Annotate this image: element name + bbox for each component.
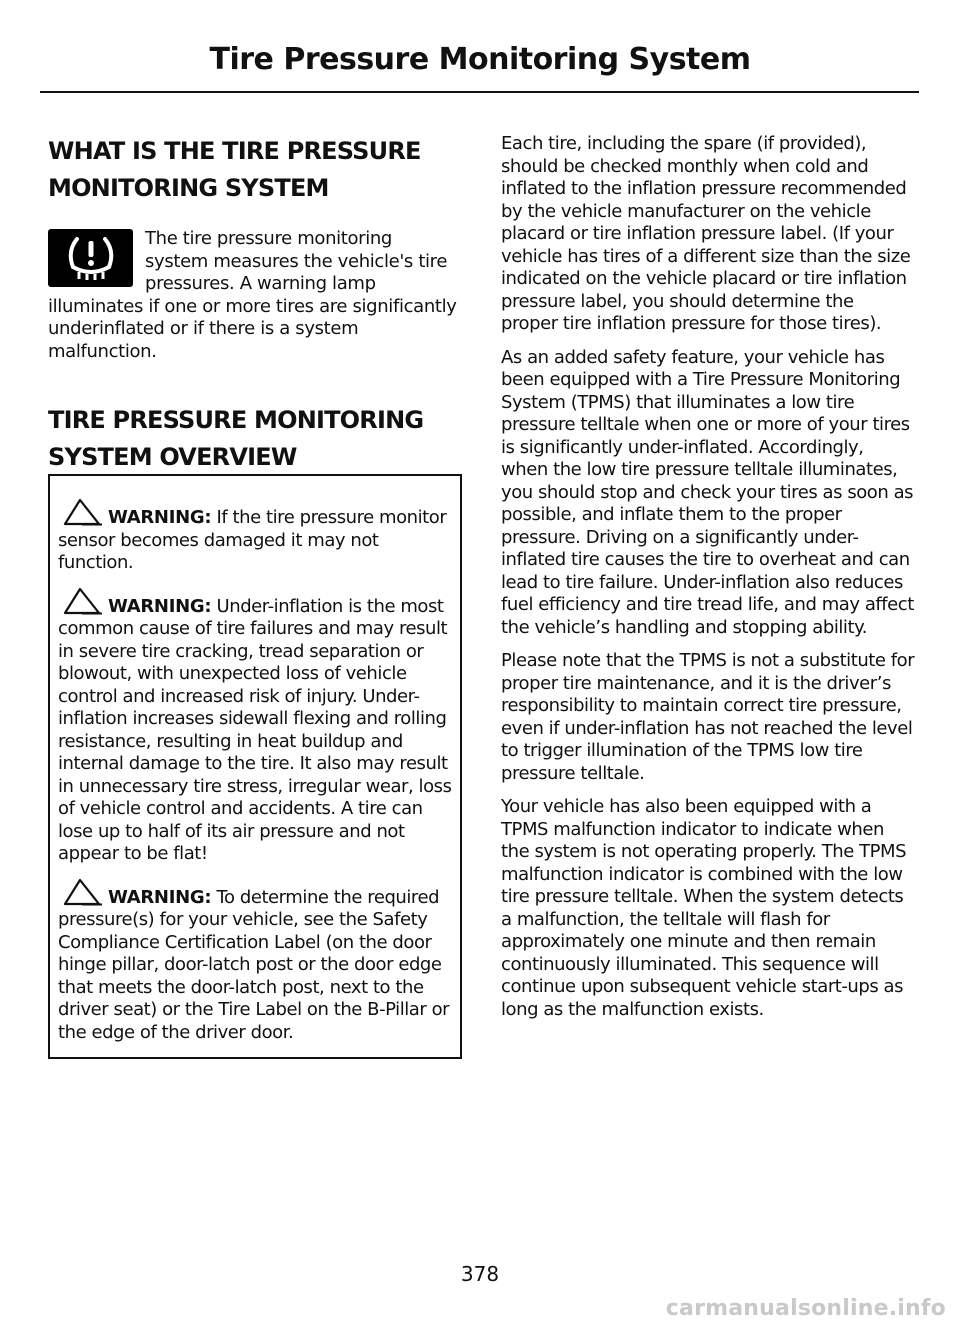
warning-item [58, 587, 452, 866]
body-paragraph: Your vehicle has also been equipped with a TPMS malfunction indicator to indicate when the system is not operating properly. The TPMS malfunction indicator is combined with the low tire pressure telltale. When the system detects a malfunction, the telltale will flash for approximately one minute and then remain continuously illuminated. This sequence will continue upon subsequent vehicle start-ups as long as the malfunction exists. [501, 796, 907, 1020]
warning-triangle-icon [62, 587, 102, 615]
intro-paragraph: The tire pressure monitoring system measures the vehicle's tire pressures. A warning lamp illuminates if one or more tires are significantly underinflated or if there is a system malfunction. [48, 228, 457, 362]
site-watermark: carmanualsonline.info [665, 1296, 946, 1321]
body-paragraph: Please note that the TPMS is not a substitute for proper tire maintenance, and it is the driver’s responsibility to maintain correct tire pressure, even if under-inflation has not reached the level to trigger illumination of the TPMS low tire pressure telltale. [501, 650, 915, 784]
body-paragraph: Each tire, including the spare (if provided), should be checked monthly when cold and inflated to the inflation pressure recommended by the vehicle manufacturer on the vehicle placard or tire inflation pressure label. (If your vehicle has tires of a different size than the size indicated on the vehicle placard or tire inflation pressure label, you should determine the proper tire inflation pressure for those tires). [501, 133, 911, 334]
page-number: 378 [460, 1262, 500, 1286]
warning-label: WARNING: [108, 886, 212, 908]
heading-line: TIRE PRESSURE MONITORING [48, 406, 424, 434]
warning-item [58, 878, 452, 1045]
heading-line: WHAT IS THE TIRE PRESSURE [48, 137, 421, 165]
tpms-warning-icon [48, 229, 133, 287]
warning-text: If the tire pressure monitor sensor becomes damaged it may not function. [58, 507, 447, 573]
heading-line: SYSTEM OVERVIEW [48, 443, 297, 471]
section-heading-what-is-tpms [48, 133, 460, 207]
warning-triangle-icon [62, 878, 102, 906]
warning-box [48, 474, 462, 1059]
intro-block [48, 228, 460, 363]
heading-line: MONITORING SYSTEM [48, 174, 329, 202]
header-divider [40, 91, 919, 93]
left-column [48, 133, 460, 476]
page-header-title: Tire Pressure Monitoring System [209, 42, 751, 77]
warning-text: Under-inflation is the most common cause of tire failures and may result in severe tire cracking, tread separation or blowout, with unexpected loss of vehicle control and increased risk of injury. Under-inflation increases sidewall flexing and rolling resistance, resulting in heat buildup and internal damage to the tire. It also may result in unnecessary tire stress, irregular wear, loss of vehicle control and accidents. A tire can lose up to half of its air pressure and not appear to be flat! [58, 595, 452, 864]
warning-item [58, 498, 452, 575]
warning-label: WARNING: [108, 507, 212, 528]
body-paragraph: As an added safety feature, your vehicle has been equipped with a Tire Pressure Monitoring System (TPMS) that illuminates a low tire pressure telltale when one or more of your tires is significantly under-inflated. Accordingly, when the low tire pressure telltale illuminates, you should stop and check your tires as soon as possible, and inflate them to the proper pressure. Driving on a significantly under-inflated tire causes the tire to overheat and can lead to tire failure. Under-inflation also reduces fuel efficiency and tire tread life, and may affect the vehicle’s handling and stopping ability. [501, 346, 914, 638]
section-heading-tpms-overview [48, 402, 460, 476]
warning-text: To determine the required pressure(s) for your vehicle, see the Safety Compliance Certification Label (on the door hinge pillar, door-latch post or the door edge that meets the door-latch post, next to the driver seat) or the Tire Label on the B-Pillar or the edge of the driver door. [58, 886, 450, 1043]
warning-label: WARNING: [108, 595, 212, 617]
warning-triangle-icon [62, 498, 102, 526]
right-column [501, 133, 915, 1032]
